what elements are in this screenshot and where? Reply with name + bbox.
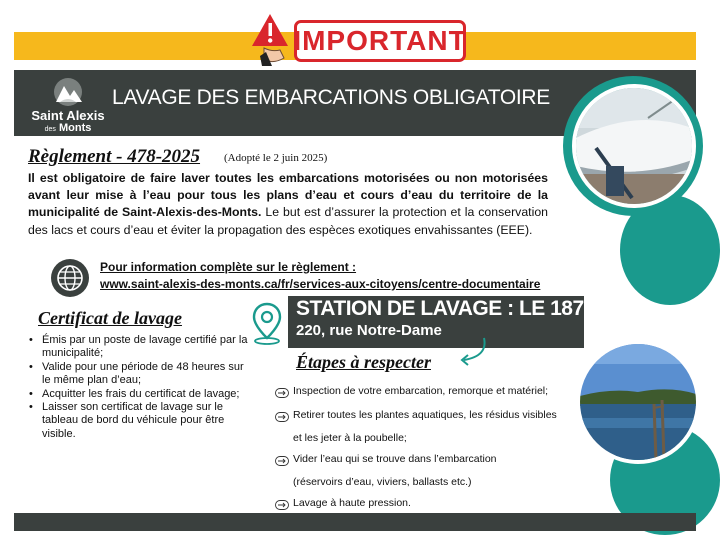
reglement-body-bold: Il est obligatoire de faire laver toutes les embarcations motorisées ou non motorisées avant leur mise à l’eau pour tous les plans d’eau et cours d’eau du territoire de la municipalité de Saint-Alexis-des-Monts. <box>28 171 548 220</box>
bottom-band <box>14 513 696 531</box>
logo-des-monts <box>24 122 112 134</box>
step-item: Inspection de votre embarcation, remorque et matériel; <box>293 385 549 397</box>
info-url-link[interactable]: www.saint-alexis-des-monts.ca/fr/services-aux-citoyens/centre-documentaire <box>100 277 541 291</box>
list-item: • Valide pour une période de 48 heures sur le même plan d’eau; <box>26 361 248 388</box>
etapes-title: Étapes à respecter <box>296 352 431 372</box>
arrow-right-icon <box>275 500 289 510</box>
boat-wash-photo <box>572 84 696 208</box>
arrow-right-icon <box>275 412 289 422</box>
reglement-title: Règlement - 478-2025 <box>28 146 201 167</box>
info-label: Pour information complète sur le règlement : <box>100 260 357 274</box>
station-title: STATION DE LAVAGE : LE 1871 <box>296 297 595 320</box>
certificat-title: Certificat de lavage <box>38 308 182 328</box>
reglement-body-regular: Le but est d’assurer la protection et la conservation des lacs et cours d’eau et éviter la propagation des espèces exotiques envahissantes (EEE). <box>28 205 548 237</box>
curved-arrow-icon <box>454 336 492 370</box>
step-item: Retirer toutes les plantes aquatiques, les résidus visibles <box>293 409 557 421</box>
lake-image <box>580 344 696 460</box>
logo-des: des <box>44 126 56 133</box>
certificat-list <box>26 334 248 441</box>
logo-name: Saint Alexis <box>31 108 105 123</box>
list-item: • Laisser son certificat de lavage sur le tableau de bord du véhicule pour être visible. <box>26 401 248 441</box>
step-item: (réservoirs d’eau, viviers, ballasts etc.) <box>293 476 472 488</box>
globe-icon <box>50 258 90 298</box>
location-pin-icon <box>248 300 286 346</box>
page-title: LAVAGE DES EMBARCATIONS OBLIGATOIRE <box>112 86 550 109</box>
step-item: et les jeter à la poubelle; <box>293 432 407 444</box>
lake-photo <box>576 340 700 464</box>
list-item: • Émis par un poste de lavage certifié par la municipalité; <box>26 334 248 361</box>
arrow-right-icon <box>275 388 289 398</box>
reglement-date: (Adopté le 2 juin 2025) <box>224 152 328 164</box>
logo-monts: Monts <box>58 122 92 134</box>
boat-wash-image <box>576 88 692 204</box>
step-item: Lavage à haute pression. <box>293 497 411 509</box>
reglement-body <box>28 170 548 239</box>
list-item: • Acquitter les frais du certificat de lavage; <box>26 388 248 401</box>
important-label: IMPORTANT <box>293 25 467 56</box>
teal-circle-decoration <box>620 195 720 305</box>
warning-icon <box>250 12 294 66</box>
station-address: 220, rue Notre-Dame <box>296 322 442 339</box>
important-banner <box>294 20 466 62</box>
step-item: Vider l’eau qui se trouve dans l’embarcation <box>293 453 497 465</box>
arrow-right-icon <box>275 456 289 466</box>
